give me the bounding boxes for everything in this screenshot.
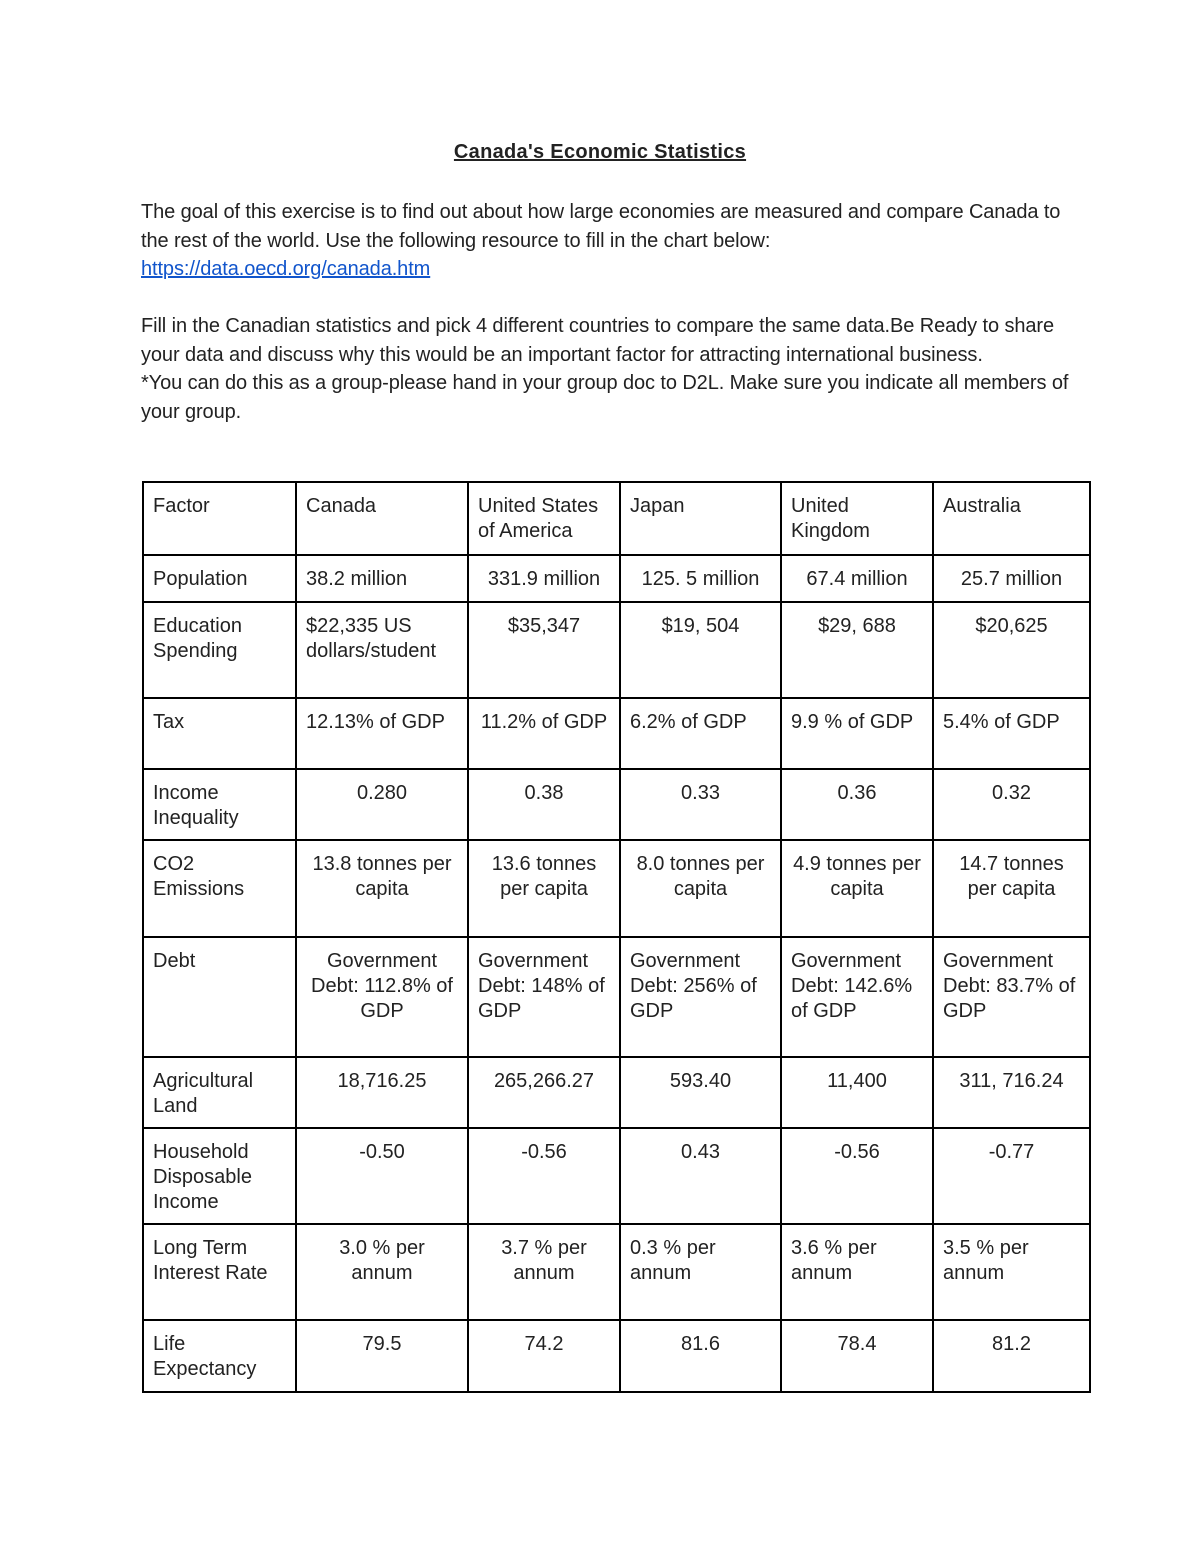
value-cell-japan: 6.2% of GDP [620, 698, 781, 769]
header-cell-japan: Japan [620, 482, 781, 555]
value-cell-australia: Government Debt: 83.7% of GDP [933, 937, 1090, 1057]
value-cell-usa: 74.2 [468, 1320, 620, 1392]
value-cell-japan: 0.3 % per annum [620, 1224, 781, 1320]
factor-cell: Tax [143, 698, 296, 769]
value-cell-usa: 331.9 million [468, 555, 620, 602]
value-cell-australia: 0.32 [933, 769, 1090, 840]
value-cell-usa: 11.2% of GDP [468, 698, 620, 769]
table-row [143, 1057, 1090, 1128]
value-cell-japan: 593.40 [620, 1057, 781, 1128]
value-cell-japan: $19, 504 [620, 602, 781, 698]
value-cell-uk: 67.4 million [781, 555, 933, 602]
header-cell-factor: Factor [143, 482, 296, 555]
factor-cell: Household Disposable Income [143, 1128, 296, 1224]
factor-cell: Debt [143, 937, 296, 1057]
value-cell-usa: 3.7 % per annum [468, 1224, 620, 1320]
value-cell-uk: 9.9 % of GDP [781, 698, 933, 769]
table-header-row [143, 482, 1090, 555]
value-cell-canada: Government Debt: 112.8% of GDP [296, 937, 468, 1057]
factor-cell: Agricultural Land [143, 1057, 296, 1128]
value-cell-australia: 25.7 million [933, 555, 1090, 602]
value-cell-usa: 265,266.27 [468, 1057, 620, 1128]
value-cell-canada: $22,335 US dollars/student [296, 602, 468, 698]
table-row [143, 1320, 1090, 1392]
value-cell-canada: 13.8 tonnes per capita [296, 840, 468, 937]
value-cell-canada: 38.2 million [296, 555, 468, 602]
value-cell-canada: 79.5 [296, 1320, 468, 1392]
value-cell-australia: 81.2 [933, 1320, 1090, 1392]
value-cell-australia: 3.5 % per annum [933, 1224, 1090, 1320]
table-row [143, 769, 1090, 840]
header-cell-usa: United States of America [468, 482, 620, 555]
instructions-line-1: Fill in the Canadian statistics and pick 4 different countries to compare the same data.Be Ready to share your data and discuss why this would be an important factor for attracting international business. [141, 315, 1054, 366]
value-cell-australia: -0.77 [933, 1128, 1090, 1224]
statistics-table [142, 481, 1091, 1393]
value-cell-usa: 13.6 tonnes per capita [468, 840, 620, 937]
header-cell-canada: Canada [296, 482, 468, 555]
value-cell-australia: 14.7 tonnes per capita [933, 840, 1090, 937]
value-cell-australia: $20,625 [933, 602, 1090, 698]
table-row [143, 937, 1090, 1057]
factor-cell: CO2 Emissions [143, 840, 296, 937]
table-row [143, 840, 1090, 937]
value-cell-usa: $35,347 [468, 602, 620, 698]
instructions-paragraph [141, 312, 1071, 426]
value-cell-japan: Government Debt: 256% of GDP [620, 937, 781, 1057]
header-cell-australia: Australia [933, 482, 1090, 555]
factor-cell: Income Inequality [143, 769, 296, 840]
table-row [143, 555, 1090, 602]
value-cell-uk: -0.56 [781, 1128, 933, 1224]
table-row [143, 1224, 1090, 1320]
value-cell-canada: 0.280 [296, 769, 468, 840]
value-cell-uk: 78.4 [781, 1320, 933, 1392]
table-row [143, 698, 1090, 769]
document-title: Canada's Economic Statistics [453, 141, 747, 163]
value-cell-australia: 311, 716.24 [933, 1057, 1090, 1128]
table-row [143, 602, 1090, 698]
value-cell-uk: 0.36 [781, 769, 933, 840]
intro-text: The goal of this exercise is to find out about how large economies are measured and compare Canada to the rest of the world. Use the following resource to fill in the chart below: [141, 201, 1061, 252]
value-cell-canada: 3.0 % per annum [296, 1224, 468, 1320]
header-cell-uk: United Kingdom [781, 482, 933, 555]
value-cell-japan: 0.33 [620, 769, 781, 840]
table-row [143, 1128, 1090, 1224]
value-cell-canada: 12.13% of GDP [296, 698, 468, 769]
value-cell-japan: 81.6 [620, 1320, 781, 1392]
value-cell-uk: 4.9 tonnes per capita [781, 840, 933, 937]
factor-cell: Life Expectancy [143, 1320, 296, 1392]
value-cell-usa: Government Debt: 148% of GDP [468, 937, 620, 1057]
value-cell-japan: 125. 5 million [620, 555, 781, 602]
value-cell-canada: -0.50 [296, 1128, 468, 1224]
intro-paragraph [141, 198, 1071, 284]
value-cell-japan: 0.43 [620, 1128, 781, 1224]
value-cell-uk: Government Debt: 142.6% of GDP [781, 937, 933, 1057]
value-cell-uk: $29, 688 [781, 602, 933, 698]
value-cell-australia: 5.4% of GDP [933, 698, 1090, 769]
factor-cell: Long Term Interest Rate [143, 1224, 296, 1320]
value-cell-uk: 11,400 [781, 1057, 933, 1128]
value-cell-japan: 8.0 tonnes per capita [620, 840, 781, 937]
factor-cell: Population [143, 555, 296, 602]
value-cell-usa: 0.38 [468, 769, 620, 840]
factor-cell: Education Spending [143, 602, 296, 698]
value-cell-uk: 3.6 % per annum [781, 1224, 933, 1320]
value-cell-canada: 18,716.25 [296, 1057, 468, 1128]
value-cell-usa: -0.56 [468, 1128, 620, 1224]
instructions-line-2: *You can do this as a group-please hand in your group doc to D2L. Make sure you indicate all members of your group. [141, 372, 1069, 423]
oecd-link[interactable]: https://data.oecd.org/canada.htm [141, 258, 431, 280]
